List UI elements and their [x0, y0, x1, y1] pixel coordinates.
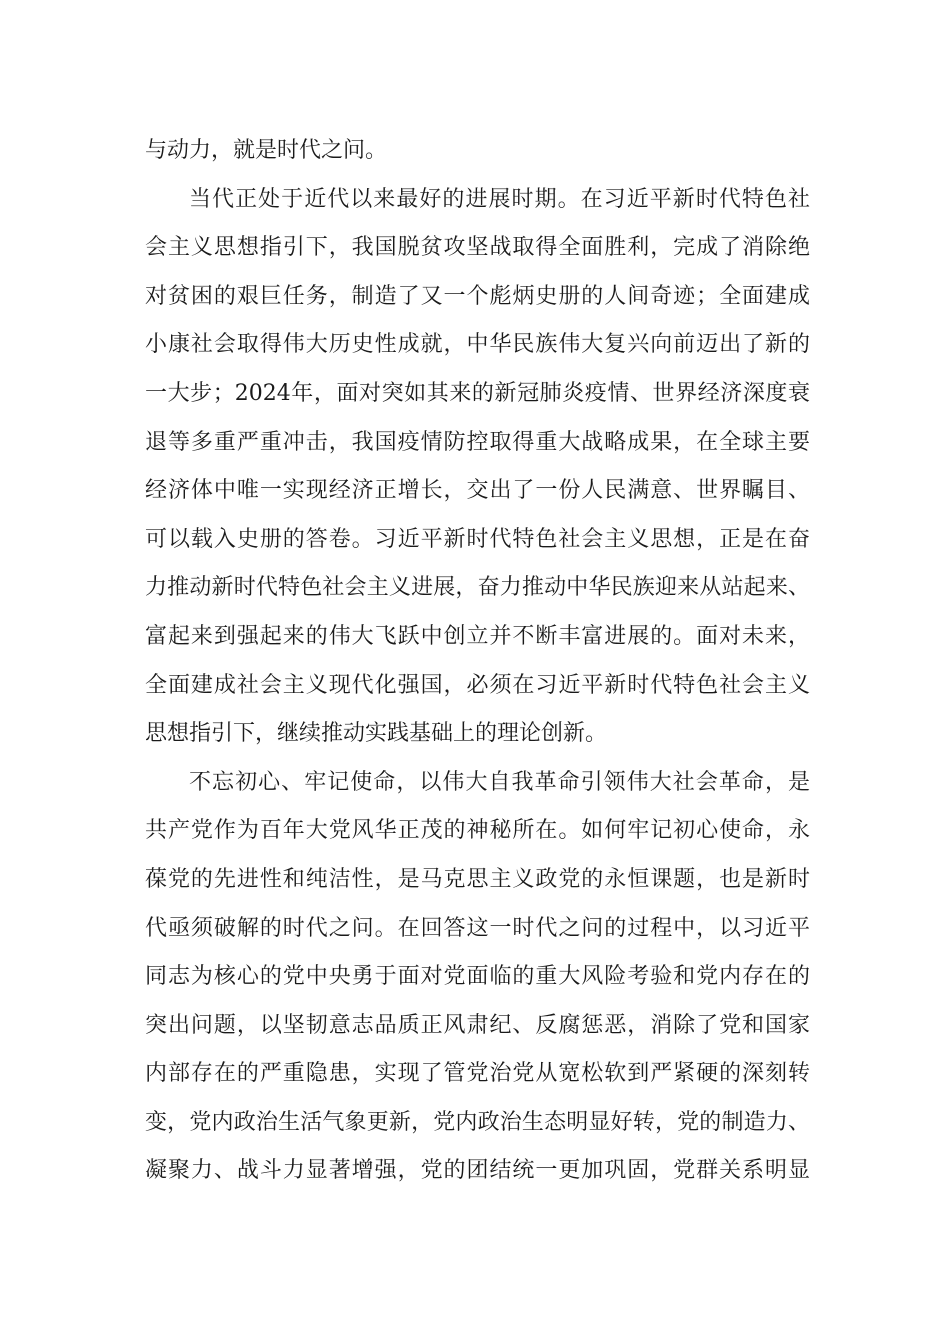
text-line: 内部存在的严重隐患，实现了管党治党从宽松软到严紧硬的深刻转: [145, 1061, 810, 1087]
text-line: 与动力，就是时代之问。: [145, 138, 388, 163]
document-body: [145, 127, 810, 1196]
paragraph-0: [145, 127, 810, 176]
text-line: 一大步；2024年，面对突如其来的新冠肺炎疫情、世界经济深度衰: [145, 380, 810, 406]
text-line: 共产党作为百年大党风华正茂的神秘所在。如何牢记初心使命，永: [145, 818, 810, 844]
text-line: 变，党内政治生活气象更新，党内政治生态明显好转，党的制造力、: [145, 1109, 810, 1135]
text-line: 退等多重严重冲击，我国疫情防控取得重大战略成果，在全球主要: [145, 429, 810, 455]
text-line: 全面建成社会主义现代化强国，必须在习近平新时代特色社会主义: [145, 672, 810, 698]
text-line: 思想指引下，继续推动实践基础上的理论创新。: [145, 721, 608, 747]
text-line: 当代正处于近代以来最好的进展时期。在习近平新时代特色社: [189, 186, 810, 212]
text-line: 会主义思想指引下，我国脱贫攻坚战取得全面胜利，完成了消除绝: [145, 235, 810, 261]
text-line: 力推动新时代特色社会主义进展，奋力推动中华民族迎来从站起来、: [145, 575, 810, 601]
paragraph-2: [145, 759, 810, 1196]
text-line: 经济体中唯一实现经济正增长，交出了一份人民满意、世界瞩目、: [145, 478, 810, 504]
text-line: 同志为核心的党中央勇于面对党面临的重大风险考验和党内存在的: [145, 964, 810, 990]
text-line: 不忘初心、牢记使命，以伟大自我革命引领伟大社会革命，是: [189, 769, 810, 795]
text-line: 凝聚力、战斗力显著增强，党的团结统一更加巩固，党群关系明显: [145, 1158, 810, 1184]
text-line: 可以载入史册的答卷。习近平新时代特色社会主义思想，正是在奋: [145, 526, 810, 552]
text-line: 代亟须破解的时代之问。在回答这一时代之问的过程中，以习近平: [145, 915, 810, 941]
text-line: 突出问题，以坚韧意志品质正风肃纪、反腐惩恶，消除了党和国家: [145, 1012, 810, 1038]
paragraph-1: [145, 176, 810, 759]
text-line: 小康社会取得伟大历史性成就，中华民族伟大复兴向前迈出了新的: [145, 332, 810, 358]
text-line: 葆党的先进性和纯洁性，是马克思主义政党的永恒课题，也是新时: [145, 866, 810, 892]
text-line: 对贫困的艰巨任务，制造了又一个彪炳史册的人间奇迹；全面建成: [145, 283, 810, 309]
text-line: 富起来到强起来的伟大飞跃中创立并不断丰富进展的。面对未来，: [145, 623, 810, 649]
